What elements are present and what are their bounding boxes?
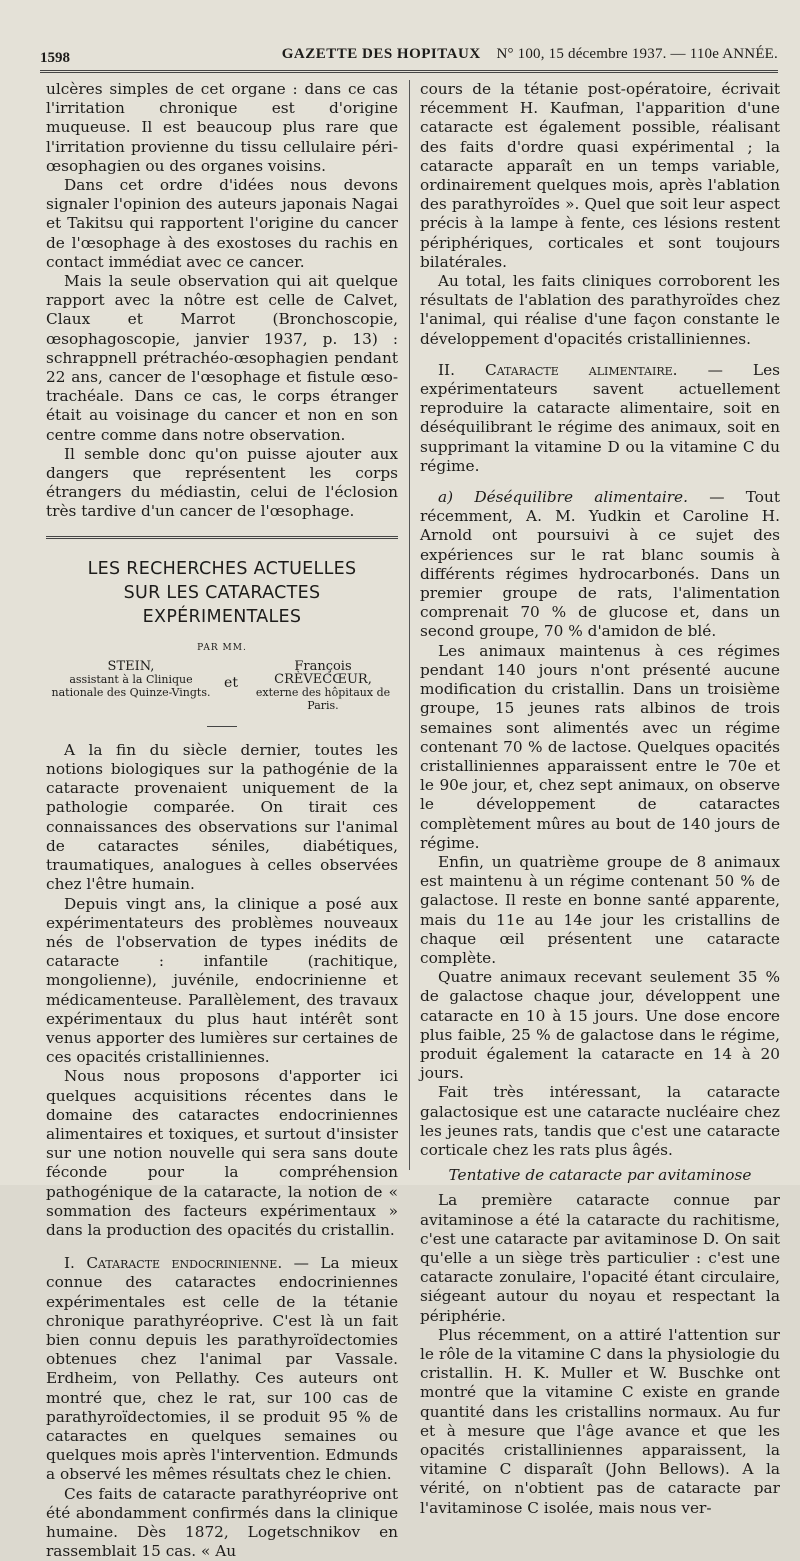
paragraph: Il semble donc qu'on puisse ajouter aux dangers que représentent les corps étrangers du médiastin, celui de l'éclosion très tardive d'un cancer de l'œsophage.	[46, 444, 398, 521]
paragraph: A la fin du siècle dernier, toutes les notions biologiques sur la pathogénie de la cataracte provenaient uniquement de la pathologie comparée. On tirait ces connaissances des observations sur l'animal de cataractes séniles, diabétiques, traumatiques, analogues à celles observées chez l'être humain.	[46, 740, 398, 894]
page-number: 1598	[40, 50, 70, 66]
authors-conjunction: et	[224, 674, 238, 691]
author-2	[248, 660, 398, 712]
author-1-name: STEIN,	[107, 658, 155, 674]
paragraph: Mais la seule observation qui ait quelque rapport avec la nôtre est celle de Calvet, Claux et Marrot (Bronchoscopie, œsophagoscopie, janvier 1937, p. 13) : schrappnell prétrachéo-œsophagien pendant 22 ans, cancer de l'œsophage et fistule œso-trachéale. Dans ce cas, le corps étranger était au voisinage du cancer et non en son centre comme dans notre observation.	[46, 272, 398, 444]
journal-issue-line	[282, 46, 778, 63]
short-rule	[207, 726, 237, 727]
paragraph: Depuis vingt ans, la clinique a posé aux expérimentateurs des problèmes nouveaux nés de l'observation de types inédits de cataracte : infantile (rachitique, mongolienne), juvénile, endocrinienne et médicamenteuse. Parallèlement, des travaux expérimentaux du plus haut intérêt sont venus apporter des lumières sur certaines de ces opacités cristalliniennes.	[46, 894, 398, 1067]
section-1-text: — La mieux connue des cataractes endocriniennes expérimentales est celle de la tétanie chronique parathyréoprive. C'est là un fait bien connu depuis les parathyroïdectomies obtenues chez l'animal par Vassale. Erdheim, von Pellathy. Ces auteurs ont montré que, chez le rat, sur 100 cas de parathyroïdectomies, il se produit 95 % de cataractes en quelques semaines ou quelques mois après l'intervention. Edmunds a observé les mêmes résultats chez le chien.	[46, 1254, 398, 1484]
paragraph: cours de la tétanie post-opératoire, écrivait récemment H. Kaufman, l'apparition d'une cataracte est également possible, réalisant des faits d'ordre quasi expérimental ; la cataracte apparaît en un temps variable, ordinairement quelques mois, après l'ablation des parathyroïdes ». Quel que soit leur aspect précis à la lampe à fente, ces lésions restent périphériques, corticales et sont toujours bilatérales.	[420, 80, 780, 271]
paragraph: Nous nous proposons d'apporter ici quelques acquisitions récentes dans le domaine des cataractes endocriniennes alimentaires et toxiques, et surtout d'insister sur une notion nouvelle qui sera sans doute féconde pour la compréhension pathogénique de la cataracte, la notion de « sommation des facteurs expérimentaux » dans la production des opacités du cristallin.	[46, 1067, 398, 1239]
byline-par: PAR MM.	[197, 642, 247, 653]
section-1-heading: I. Cataracte endocrinienne.	[64, 1254, 283, 1273]
column-divider	[409, 80, 410, 1170]
authors-block	[46, 660, 398, 720]
article-title	[46, 557, 398, 629]
title-line-1: LES RECHERCHES ACTUELLES	[87, 558, 357, 579]
section-2-text: — Les expérimentateurs savent actuellement reproduire la cataracte alimentaire, soit en déséquilibrant le régime des animaux, soit en supprimant la vitamine D ou la vitamine C du régime.	[420, 360, 780, 475]
article-separator	[46, 536, 398, 539]
section-1-paragraph	[46, 1254, 398, 1484]
journal-title: GAZETTE DES HOPITAUX	[281, 46, 481, 62]
subsection-a-text: — Tout récemment, A. M. Yudkin et Caroline H. Arnold ont poursuivi à ce sujet des expériences sur le rat blanc soumis à différents régimes hydrocarbonés. Dans un premier groupe de rats, l'alimentation comprenait 70 % de glucose et, dans un second groupe, 70 % d'amidon de blé.	[420, 488, 780, 641]
author-2-name: François CRÈVECŒUR,	[274, 658, 372, 687]
right-column	[420, 80, 780, 1518]
author-2-role: externe des hôpitaux de Paris.	[255, 685, 391, 712]
paragraph: Enfin, un quatrième groupe de 8 animaux est maintenu à un régime contenant 50 % de galactose. Il reste en bonne santé apparente, mais du 11e au 14e jour les cristallins de chaque œil présentent une cataracte complète.	[420, 852, 780, 967]
subheading: Tentative de cataracte par avitaminose	[448, 1166, 752, 1185]
paragraph: Ces faits de cataracte parathyréoprive ont été abondamment confirmés dans la clinique humaine. Dès 1872, Logetschnikov en rassemblait 15 cas. « Au	[46, 1484, 398, 1561]
paragraph: La première cataracte connue par avitaminose a été la cataracte du rachitisme, c'est une cataracte par avitaminose D. On sait qu'elle a un siège très particulier : c'est une cataracte zonulaire, l'opacité étant circulaire, siégeant autour du noyau et respectant la périphérie.	[420, 1191, 780, 1325]
title-line-2: SUR LES CATARACTES EXPÉRIMENTALES	[123, 582, 321, 627]
section-2-heading: II. Cataracte alimentaire.	[438, 360, 678, 379]
paragraph: Fait très intéressant, la cataracte galactosique est une cataracte nucléaire chez les jeunes rats, tandis que c'est une cataracte corticale chez les rats plus âgés.	[420, 1083, 780, 1159]
author-1	[46, 660, 216, 699]
paragraph: Quatre animaux recevant seulement 35 % de galactose chaque jour, développent une cataracte en 10 à 15 jours. Une dose encore plus faible, 25 % de galactose dans le régime, produit également la cataracte en 14 à 20 jours.	[420, 968, 780, 1083]
paragraph: Au total, les faits cliniques corroborent les résultats de l'ablation des parathyroïdes chez l'animal, qui réalise d'une façon constante le développement d'opacités cristalliniennes.	[420, 272, 780, 348]
subsection-a-paragraph	[420, 488, 780, 642]
paragraph: Dans cet ordre d'idées nous devons signaler l'opinion des auteurs japonais Nagai et Takitsu qui rapportent l'origine du cancer de l'œsophage à des exostoses du rachis en contact immédiat avec ce cancer.	[46, 176, 398, 271]
author-1-role: assistant à la Clinique nationale des Quinze-Vingts.	[51, 672, 211, 699]
paragraph: Les animaux maintenus à ces régimes pendant 140 jours n'ont présenté aucune modification du cristallin. Dans un troisième groupe, 15 jeunes rats albinos de trois semaines sont alimentés avec un régime contenant 70 % de lactose. Quelques opacités cristalliniennes apparaissent entre le 70e et le 90e jour, et, chez sept animaux, on observe le développement de cataractes complètement mûres au bout de 140 jours de régime.	[420, 641, 780, 852]
subsection-a-heading: a) Déséquilibre alimentaire.	[438, 488, 688, 507]
issue-info: N° 100, 15 décembre 1937. — 110e ANNÉE.	[496, 46, 778, 62]
section-2-paragraph	[420, 361, 780, 476]
left-column	[46, 80, 398, 1561]
paragraph: ulcères simples de cet organe : dans ce cas l'irritation chronique est d'origine muqueuse. Il est beaucoup plus rare que l'irritation provienne du tissu cellulaire péri-œsophagien ou des organes voisins.	[46, 80, 398, 175]
paragraph: Plus récemment, on a attiré l'attention sur le rôle de la vitamine C dans la physiologie du cristallin. H. K. Muller et W. Buschke ont montré que la vitamine C existe en grande quantité dans les cristallins normaux. Au fur et à mesure que l'âge avance et que les opacités cristalliniennes apparaissent, la vitamine C disparaît (John Bellows). A la vérité, on n'obtient pas de cataracte par l'avitaminose C isolée, mais nous ver-	[420, 1325, 780, 1517]
running-header	[40, 46, 778, 68]
header-rule	[40, 70, 778, 73]
